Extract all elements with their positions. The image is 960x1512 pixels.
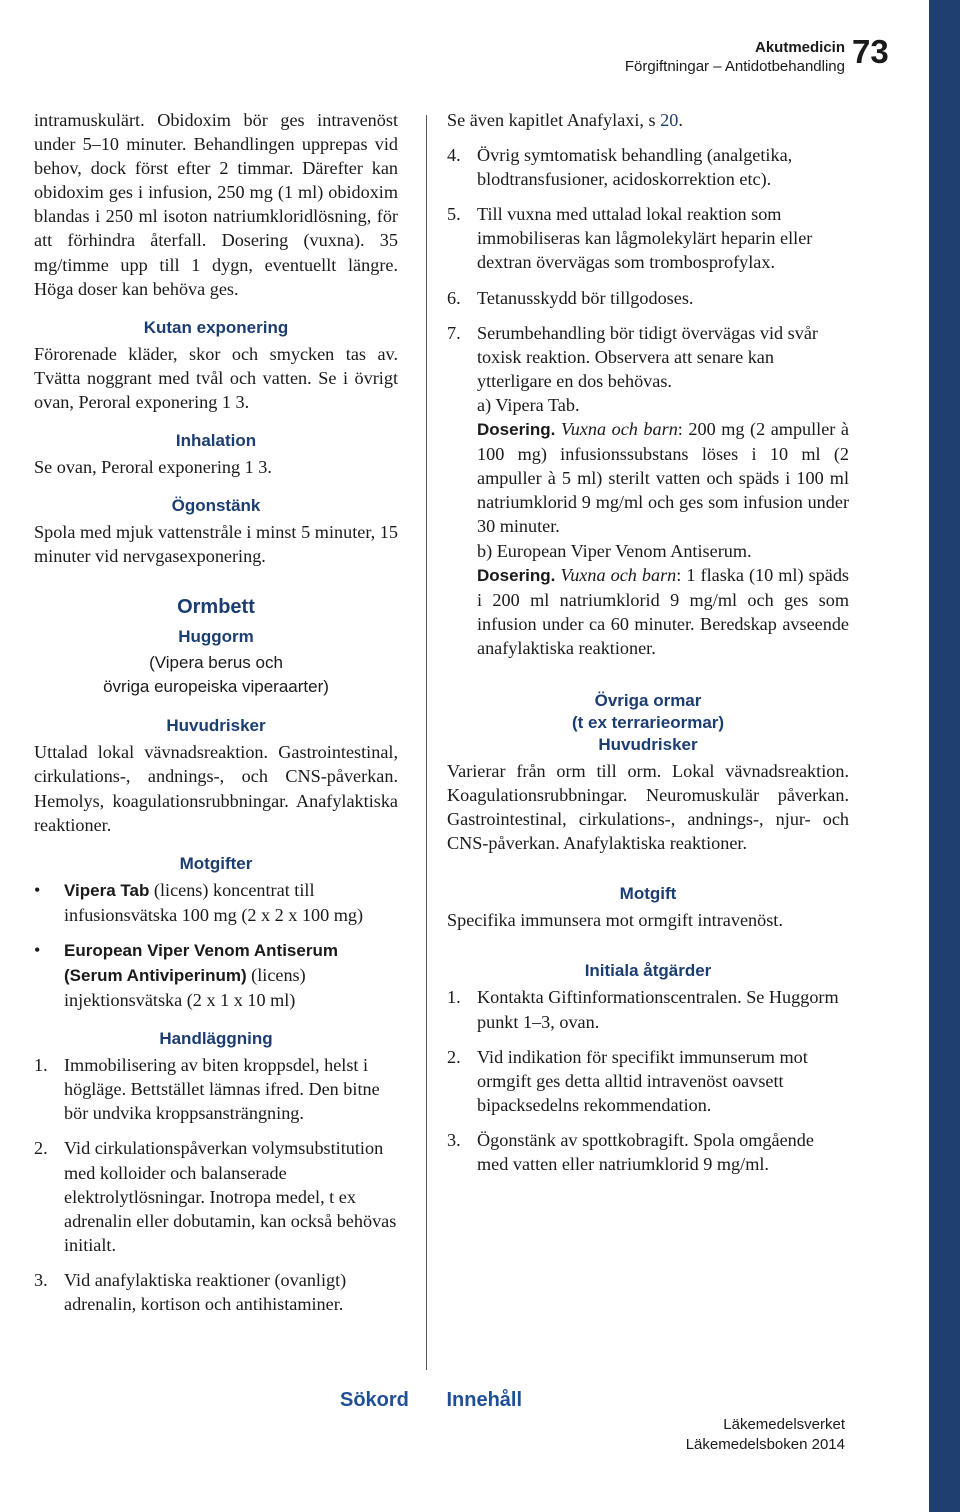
huvudrisker-heading: Huvudrisker (166, 716, 266, 736)
footer-nav (340, 1389, 554, 1412)
item-number: 2. (447, 1046, 461, 1067)
see-also: Se även kapitlet Anafylaxi, s 20. (447, 110, 683, 130)
item-number: 2. (34, 1138, 48, 1159)
item-number: 7. (447, 322, 461, 343)
bullet-marker: • (34, 939, 41, 960)
item-number: 3. (34, 1269, 48, 1290)
motgifter-heading: Motgifter (179, 853, 253, 873)
left-column (34, 108, 398, 1327)
item-text: Vid indikation för specifikt immunserum mot ormgift ges detta alltid intravenöst oavsett bipacksedelns rekommendation. (477, 1046, 808, 1115)
sokord-link[interactable]: Sökord (340, 1389, 409, 1411)
page-link[interactable]: 20 (660, 110, 679, 130)
item-text: Serumbehandling bör tidigt övervägas vid svår toxisk reaktion. Observera att senare kan ytterligare en dos behövas. (477, 322, 818, 391)
huvudrisker-text: Varierar från orm till orm. Lokal vävnadsreaktion. Koagulationsrubbningar. Neuromuskulär påverkan. Gastrointestinal, cirkulations-, andnings-, njur- och CNS-påverkan. Anafylaktiska reaktioner. (447, 760, 849, 854)
page-number: 73 (852, 33, 889, 70)
huvudrisker-text: Uttalad lokal vävnadsreaktion. Gastrointestinal, cirkulations-, andnings-, och CNS-påverkan. Hemolys, koagulationsrubbningar. Anafylaktiska reaktioner. (34, 742, 398, 835)
header-subsection: Förgiftningar – Antidotbehandling (624, 58, 845, 75)
ogonstank-heading: Ögonstänk (171, 496, 261, 516)
item-text: Till vuxna med uttalad lokal reaktion som immobiliseras kan lågmolekylärt heparin eller dextran övervägas som trombosprofylax. (477, 204, 813, 273)
serum-b-dosing: Dosering. Vuxna och barn: 1 flaska (10 ml) späds i 200 ml natriumklorid 9 mg/ml och ges som infusion under ca 60 minuter. Beredskap avseende anafylaktiska reaktioner. (477, 564, 849, 658)
book-title: Läkemedelsboken 2014 (685, 1436, 845, 1453)
ormbett-heading: Ormbett (177, 596, 255, 619)
handlaggning-item (34, 1136, 398, 1256)
ovriga-ormar-subheading: (t ex terrarieormar) (571, 712, 725, 732)
handlaggning-item (34, 1053, 398, 1125)
serum-a-label: a) Vipera Tab. (477, 394, 580, 415)
huggorm-subtitle-1: (Vipera berus och (149, 653, 283, 673)
item-number: 1. (34, 1055, 48, 1076)
item-number: 4. (447, 145, 461, 166)
item-text: Vid cirkulationspåverkan volymsubstitution med kolloider och balanserade elektrolytlösningar. Inotropa medel, t ex adrenalin eller dobutamin, kan också behövas initialt. (64, 1138, 397, 1255)
publisher-name: Läkemedelsverket (723, 1416, 845, 1433)
innehall-link[interactable]: Innehåll (446, 1389, 523, 1411)
initiala-item (447, 985, 849, 1033)
side-color-band (929, 0, 960, 1512)
item-text: Tetanusskydd bör tillgodoses. (477, 287, 694, 308)
serum-b-label: b) European Viper Venom Antiserum. (477, 540, 752, 561)
handlaggning-item (34, 1268, 398, 1316)
kutan-text: Förorenade kläder, skor och smycken tas av. Tvätta noggrant med tvål och vatten. Se i övrigt ovan, Peroral exponering 1 3. (34, 343, 398, 412)
header-section: Akutmedicin (754, 39, 845, 56)
antidote-text: (licens) injektionsvätska (2 x 1 x 10 ml) (64, 964, 306, 1011)
motgift-heading: Motgift (619, 884, 677, 904)
ogonstank-text: Spola med mjuk vattenstråle i minst 5 minuter, 15 minuter vid nervgasexponering. (34, 522, 398, 567)
treatment-item (447, 286, 849, 310)
motgift-text: Specifika immunsera mot ormgift intravenöst. (447, 910, 783, 931)
initiala-item (447, 1128, 849, 1176)
column-divider (426, 115, 427, 1370)
item-text: Kontakta Giftinformationscentralen. Se Huggorm punkt 1–3, ovan. (477, 987, 839, 1032)
huggorm-subtitle-2: övriga europeiska viperaarter) (103, 677, 329, 697)
footer-publisher (686, 1415, 845, 1455)
item-number: 1. (447, 987, 461, 1008)
antidote-name: European Viper Venom Antiserum (Serum Antiviperinum) (64, 940, 338, 985)
item-text: Immobilisering av biten kroppsdel, helst i högläge. Bettstället lämnas ifred. Den bitne bör undvika kroppsansträngning. (64, 1055, 380, 1124)
right-column (447, 108, 849, 1187)
item-number: 5. (447, 204, 461, 225)
antidote-text: (licens) koncentrat till infusionsvätska 100 mg (2 x 2 x 100 mg) (64, 879, 364, 925)
initiala-heading: Initiala åtgärder (584, 961, 712, 981)
kutan-heading: Kutan exponering (143, 317, 289, 337)
intro-paragraph: intramuskulärt. Obidoxim bör ges intravenöst under 5–10 minuter. Behandlingen upprepas vid behov, dock först efter 2 timmar. Därefter kan obidoxim ges i infusion, 250 mg (1 ml) obidoxim blandas i 250 ml isoton natriumkloridlösning, för att förhindra återfall. Dosering (vuxna). 35 mg/timme upp till 1 dygn, eventuellt längre. Höga doser kan behöva ges. (34, 110, 398, 299)
motgifter-item (34, 878, 398, 927)
treatment-item (447, 143, 849, 191)
initiala-item (447, 1045, 849, 1117)
bullet-marker: • (34, 879, 41, 900)
serum-details (447, 393, 849, 660)
antidote-name: Vipera Tab (64, 880, 150, 900)
inhalation-heading: Inhalation (175, 431, 257, 451)
running-header (625, 38, 845, 76)
item-text: Övrig symtomatisk behandling (analgetika, blodtransfusioner, acidoskorrektion etc). (477, 145, 793, 190)
item-number: 6. (447, 287, 461, 308)
ovriga-ormar-heading: Övriga ormar (594, 690, 702, 710)
motgifter-item (34, 938, 398, 1012)
inhalation-text: Se ovan, Peroral exponering 1 3. (34, 457, 272, 478)
treatment-item (447, 321, 849, 393)
item-number: 3. (447, 1129, 461, 1150)
huvudrisker-heading: Huvudrisker (598, 734, 698, 754)
huggorm-heading: Huggorm (178, 627, 254, 647)
serum-a-dosing: Dosering. Vuxna och barn: 200 mg (2 ampuller à 100 mg) infusionssubstans löses i 10 ml (2 ampuller à 5 ml) sterilt vatten och späds i 100 ml natriumklorid 9 mg/ml och ges som infusion under 30 minuter. (477, 419, 849, 537)
item-text: Vid anafylaktiska reaktioner (ovanligt) adrenalin, kortison och antihistaminer. (64, 1269, 347, 1314)
treatment-item (447, 202, 849, 274)
item-text: Ögonstänk av spottkobragift. Spola omgående med vatten eller natriumklorid 9 mg/ml. (477, 1129, 814, 1174)
handlaggning-heading: Handläggning (159, 1029, 273, 1049)
